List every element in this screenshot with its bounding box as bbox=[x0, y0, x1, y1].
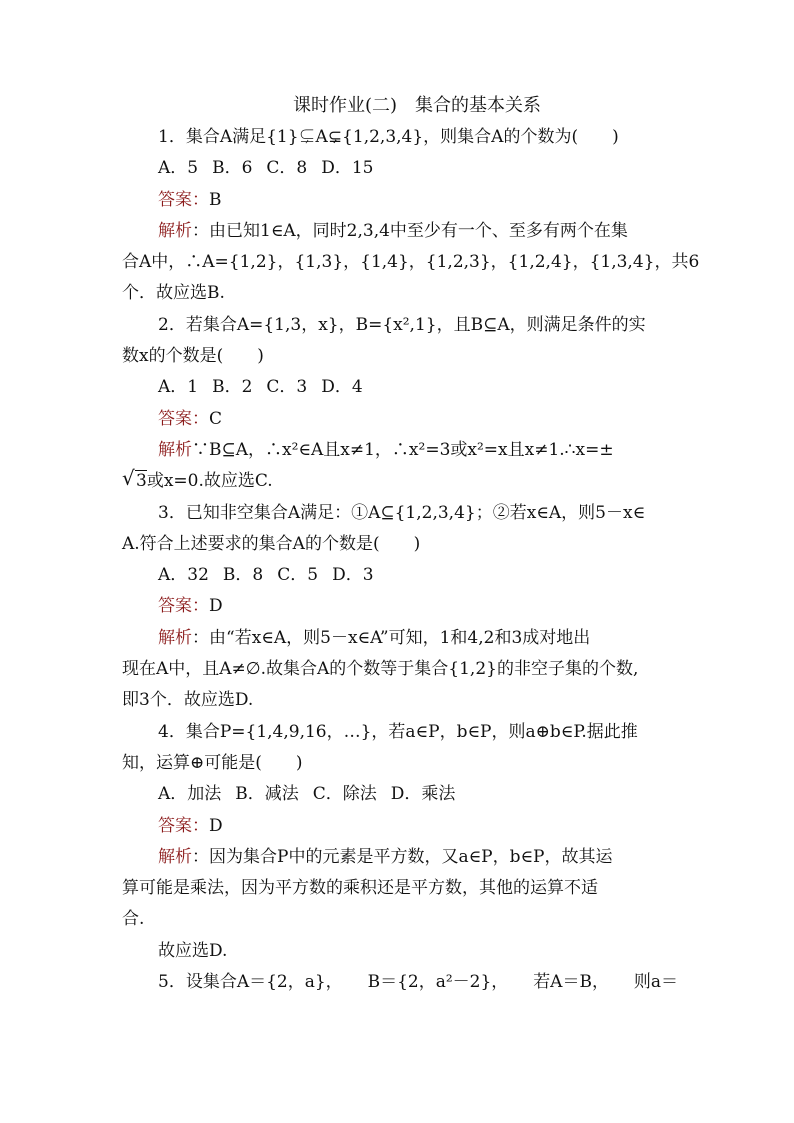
option-d: D．4 bbox=[321, 377, 363, 398]
question-1-analysis-line bbox=[122, 216, 678, 247]
option-d: D．3 bbox=[332, 565, 374, 586]
question-1-analysis-line: 个．故应选B. bbox=[122, 283, 225, 304]
question-5-stem bbox=[122, 967, 678, 998]
radicand: 3 bbox=[136, 471, 147, 492]
analysis-label: 解析 bbox=[158, 846, 192, 867]
option-b: B．减法 bbox=[235, 784, 299, 805]
question-2-analysis-line bbox=[122, 466, 678, 497]
question-5-part: 5．设集合A＝{2，a}， bbox=[158, 972, 343, 993]
page-title: 课时作业(二) 集合的基本关系 bbox=[292, 95, 542, 116]
question-2-analysis-line bbox=[122, 435, 678, 466]
analysis-label: 解析 bbox=[158, 439, 192, 460]
analysis-label: 解析 bbox=[158, 220, 192, 241]
question-3-answer bbox=[122, 591, 678, 622]
question-4-conclusion: 故应选D. bbox=[158, 940, 228, 961]
question-5-part: 若A＝B， bbox=[533, 972, 609, 993]
question-3-stem: 3．已知非空集合A满足：①A⊆{1,2,3,4}；②若x∈A，则5－x∈ bbox=[158, 502, 646, 523]
option-c: C．5 bbox=[277, 565, 319, 586]
question-1-options bbox=[122, 153, 678, 184]
radical-sign: √ bbox=[122, 466, 135, 491]
question-3-options bbox=[122, 560, 678, 591]
answer-value: C bbox=[209, 408, 223, 429]
answer-label: 答案： bbox=[158, 596, 209, 617]
option-d: D．15 bbox=[321, 158, 374, 179]
answer-label: 答案： bbox=[158, 408, 209, 429]
question-1-stem: 1．集合A满足{1}⊊A⊊{1,2,3,4}，则集合A的个数为( ) bbox=[158, 127, 619, 147]
answer-value: D bbox=[209, 596, 223, 617]
question-3-stem-continued: A.符合上述要求的集合A的个数是( ) bbox=[122, 533, 421, 554]
question-4-stem-continued: 知，运算⊕可能是( ) bbox=[122, 752, 303, 773]
square-root bbox=[122, 466, 147, 497]
question-4-answer bbox=[122, 811, 678, 842]
question-2-options bbox=[122, 372, 678, 403]
question-1-analysis-line: 合A中，∴A={1,2}，{1,3}，{1,4}，{1,2,3}，{1,2,4}，{1,3,4}，共6 bbox=[122, 252, 700, 273]
analysis-text: ∵B⊆A，∴x²∈A且x≠1，∴x²=3或x²=x且x≠1.∴x=± bbox=[192, 439, 614, 460]
option-b: B．6 bbox=[212, 158, 253, 179]
analysis-text: ：因为集合P中的元素是平方数，又a∈P，b∈P，故其运 bbox=[192, 846, 613, 867]
question-5-part: B＝{2，a²－2}， bbox=[367, 972, 509, 993]
question-1-answer bbox=[122, 185, 678, 216]
option-a: A．32 bbox=[158, 565, 209, 586]
option-c: C．除法 bbox=[312, 784, 377, 805]
question-2-stem: 2．若集合A={1,3，x}，B={x²,1}，且B⊆A，则满足条件的实 bbox=[158, 314, 646, 335]
question-2-answer bbox=[122, 404, 678, 435]
question-4-analysis-line: 合. bbox=[122, 909, 145, 930]
question-4-stem: 4．集合P={1,4,9,16，…}，若a∈P，b∈P，则a⊕b∈P.据此推 bbox=[158, 721, 638, 742]
analysis-text: ：由已知1∈A，同时2,3,4中至少有一个、至多有两个在集 bbox=[192, 220, 628, 241]
option-b: B．8 bbox=[222, 565, 264, 586]
option-b: B．2 bbox=[212, 377, 253, 398]
answer-label: 答案： bbox=[158, 815, 209, 836]
question-4-analysis-line: 算可能是乘法，因为平方数的乘积还是平方数，其他的运算不适 bbox=[122, 878, 598, 899]
option-a: A．5 bbox=[158, 158, 199, 179]
option-a: A．1 bbox=[158, 377, 199, 398]
option-a: A．加法 bbox=[158, 784, 222, 805]
option-c: C．3 bbox=[266, 377, 308, 398]
question-4-options bbox=[122, 779, 678, 810]
worksheet-page bbox=[122, 94, 700, 998]
option-c: C．8 bbox=[266, 158, 308, 179]
question-2-stem-continued: 数x的个数是( ) bbox=[122, 346, 264, 367]
option-d: D．乘法 bbox=[390, 784, 456, 805]
answer-value: D bbox=[209, 815, 223, 836]
question-4-analysis-line bbox=[122, 842, 678, 873]
analysis-text: 或x=0.故应选C. bbox=[146, 471, 273, 492]
question-3-analysis-line: 现在A中，且A≠∅.故集合A的个数等于集合{1,2}的非空子集的个数, bbox=[122, 659, 639, 680]
question-5-part: 则a＝ bbox=[633, 972, 678, 993]
question-3-analysis-line bbox=[122, 623, 678, 654]
analysis-label: 解析 bbox=[158, 627, 192, 648]
question-3-analysis-line: 即3个．故应选D. bbox=[122, 690, 254, 711]
analysis-text: ：由“若x∈A，则5－x∈A”可知，1和4,2和3成对地出 bbox=[192, 627, 591, 648]
answer-value: B bbox=[209, 189, 222, 210]
answer-label: 答案： bbox=[158, 189, 209, 210]
